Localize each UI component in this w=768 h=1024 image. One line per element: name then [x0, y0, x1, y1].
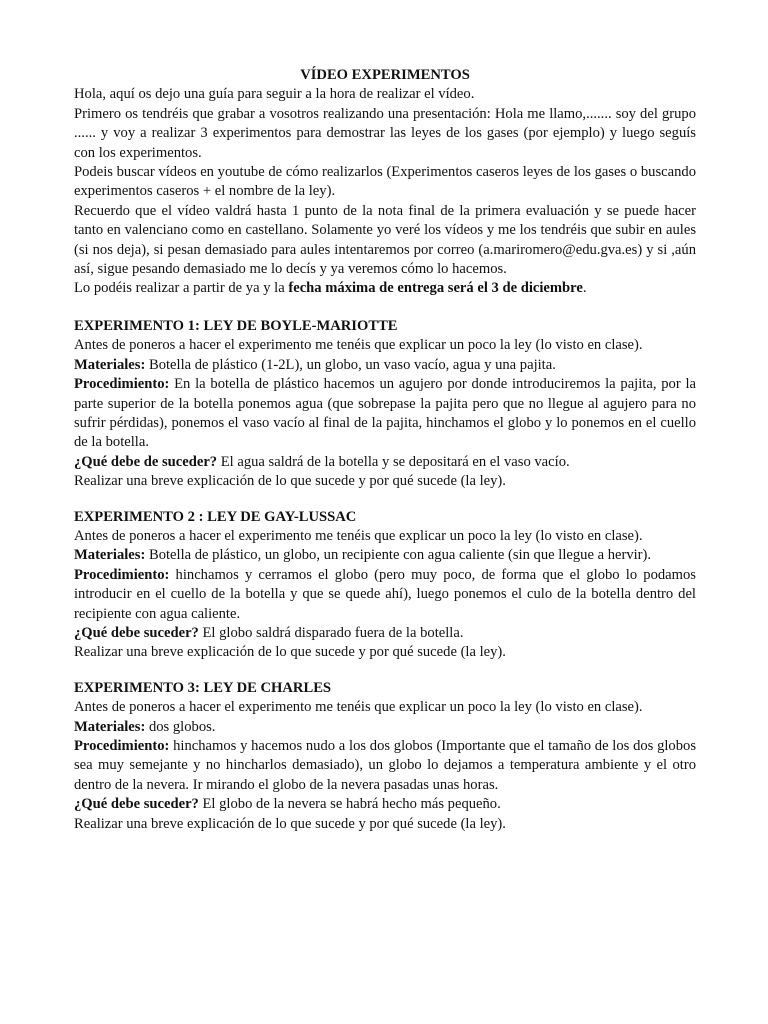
experiment-2-procedure [74, 566, 696, 624]
question-text: El agua saldrá de la botella y se depositará en el vaso vacío. [217, 453, 570, 470]
intro-paragraph-1: Hola, aquí os dejo una guía para seguir a la hora de realizar el vídeo. [74, 86, 475, 103]
experiment-2-section [74, 508, 696, 663]
intro-paragraph-5 [74, 279, 696, 298]
experiment-3-question [74, 795, 696, 814]
deadline-text: fecha máxima de entrega será el 3 de diciembre [288, 280, 583, 297]
deadline-end: . [582, 280, 587, 297]
question-label: ¿Qué debe suceder? [74, 796, 199, 813]
procedure-label: Procedimiento: [74, 566, 170, 583]
question-label: ¿Qué debe suceder? [74, 624, 199, 641]
experiment-1-section [74, 317, 696, 492]
materials-text: dos globos. [145, 718, 216, 735]
procedure-label: Procedimiento: [74, 738, 170, 754]
question-text: El globo de la nevera se habrá hecho más pequeño. [198, 796, 501, 813]
procedure-text: En la botella de plástico hacemos un agujero por donde introduciremos la pajita, por la parte superior de la botella ponemos agua (que sobrepase la pajita pero que no llegue al agujero para no sufrir pérdidas), ponemos el vaso vacío al final de la pajita, hinchamos el globo y lo ponemos en el cuello de la botella. [74, 376, 696, 451]
experiment-3-procedure [74, 737, 696, 795]
materials-text: Botella de plástico (1-2L), un globo, un vaso vacío, agua y una pajita. [145, 356, 556, 373]
experiment-2-materials [74, 546, 696, 565]
intro-paragraph-4: Recuerdo que el vídeo valdrá hasta 1 punto de la nota final de la primera evaluación y se puede hacer tanto en valenciano como en castellano. Solamente yo veré los vídeos y me los tendréis que subir en aules (si nos deja), si pesan demasiado para aules intentaremos por correo (a.mariromero@edu.gva.es) y si ,aún así, sigue pesando demasiado me lo decís y ya veremos cómo lo hacemos. [74, 202, 696, 278]
experiment-1-materials [74, 356, 696, 375]
experiment-1-heading: EXPERIMENTO 1: LEY DE BOYLE-MARIOTTE [74, 317, 398, 334]
procedure-text: hinchamos y cerramos el globo (pero muy poco, de forma que el globo lo podamos introducir en el cuello de la botella y que se quede ahí), luego ponemos el culo de la botella dentro del recipiente con agua caliente. [74, 566, 696, 622]
materials-label: Materiales: [74, 356, 146, 373]
intro-paragraph-3: Podeis buscar vídeos en youtube de cómo realizarlos (Experimentos caseros leyes de los gases o buscando experimentos caseros + el nombre de la ley). [74, 164, 696, 200]
experiment-2-question [74, 624, 696, 643]
experiment-3-section [74, 679, 696, 834]
experiment-2-closing: Realizar una breve explicación de lo que sucede y por qué sucede (la ley). [74, 644, 506, 661]
experiment-3-intro: Antes de poneros a hacer el experimento me tenéis que explicar un poco la ley (lo visto en clase). [74, 699, 643, 716]
procedure-label: Procedimiento: [74, 376, 170, 393]
document-title: VÍDEO EXPERIMENTOS [300, 67, 470, 83]
experiment-3-heading: EXPERIMENTO 3: LEY DE CHARLES [74, 679, 332, 696]
experiment-1-intro: Antes de poneros a hacer el experimento me tenéis que explicar un poco la ley (lo visto en clase). [74, 337, 643, 354]
intro-paragraph-2: Primero os tendréis que grabar a vosotros realizando una presentación: Hola me llamo,....... soy del grupo ...... y voy a realizar 3 experimentos para demostrar las leyes de los gases (por ejemplo) y luego seguís con los experimentos. [74, 105, 696, 161]
experiment-2-intro: Antes de poneros a hacer el experimento me tenéis que explicar un poco la ley (lo visto en clase). [74, 527, 643, 544]
experiment-2-heading: EXPERIMENTO 2 : LEY DE GAY-LUSSAC [74, 508, 357, 525]
question-text: El globo saldrá disparado fuera de la botella. [198, 624, 464, 641]
question-label: ¿Qué debe de suceder? [74, 453, 218, 470]
experiment-1-closing: Realizar una breve explicación de lo que sucede y por qué sucede (la ley). [74, 473, 506, 490]
experiment-1-question [74, 453, 696, 472]
materials-label: Materiales: [74, 718, 146, 735]
experiment-3-closing: Realizar una breve explicación de lo que sucede y por qué sucede (la ley). [74, 815, 506, 832]
document-body [74, 66, 696, 834]
materials-text: Botella de plástico, un globo, un recipiente con agua caliente (sin que llegue a hervir). [145, 547, 652, 564]
procedure-text: hinchamos y hacemos nudo a los dos globos (Importante que el tamaño de los dos globos sea muy semejante y no hincharlos demasiado), un globo lo dejamos a temperatura ambiente y el otro dentro de la nevera. Ir mirando el globo de la nevera pasadas unas horas. [74, 738, 696, 793]
deadline-lead: Lo podéis realizar a partir de ya y la [74, 280, 289, 297]
experiment-1-procedure [74, 375, 696, 453]
experiment-3-materials [74, 718, 696, 737]
materials-label: Materiales: [74, 547, 146, 564]
